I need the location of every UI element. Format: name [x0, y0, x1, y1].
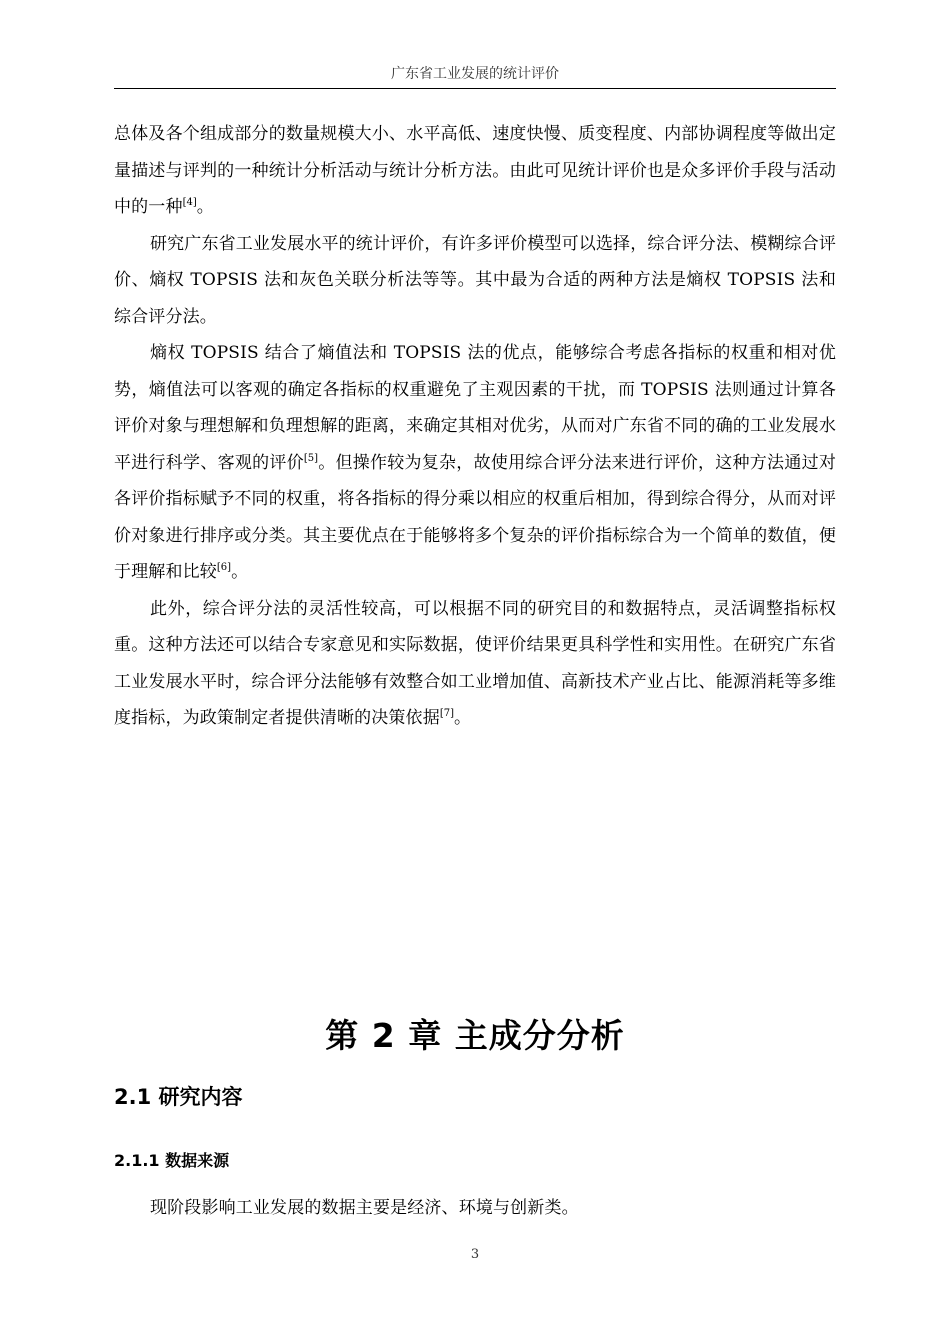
paragraph-end: 。	[231, 562, 249, 582]
citation-marker: [4]	[182, 197, 197, 208]
page-number: 3	[470, 1247, 480, 1262]
header-rule	[114, 88, 836, 89]
running-header: 广东省工业发展的统计评价	[391, 66, 559, 82]
paragraph-flexibility	[114, 591, 836, 737]
paragraph-methods	[114, 226, 836, 336]
subsection-title: 2.1.1 数据来源	[114, 1151, 230, 1170]
paragraph-text: 研究广东省工业发展水平的统计评价，有许多评价模型可以选择，综合评分法、模糊综合评价、熵权 TOPSIS 法和灰色关联分析法等等。其中最为合适的两种方法是熵权 TOPSIS 法和综合评分法。	[114, 233, 836, 327]
citation-marker: [6]	[216, 562, 232, 573]
paragraph-text: 。但操作较为复杂，故使用综合评分法来进行评价，这种方法通过对各评价指标赋予不同的权重，将各指标的得分乘以相应的权重后相加，得到综合得分，从而对评价对象进行排序或分类。其主要优点在于能够将多个复杂的评价指标综合为一个简单的数值，便于理解和比较	[114, 452, 836, 582]
paragraph-end: 。	[454, 708, 472, 728]
citation-marker: [5]	[303, 452, 319, 464]
paragraph-text: 熵权 TOPSIS 结合了熵值法和 TOPSIS 法的优点，能够综合考虑各指标的权重和相对优势，熵值法可以客观的确定各指标的权重避免了主观因素的干扰，而 TOPSIS 法则通过计算各评价对象与理想解和负理想解的距离，来确定其相对优劣，从而对广东省不同的确的工业发展水平进行科学、客观的评价	[114, 343, 836, 473]
paragraph-text: 此外，综合评分法的灵活性较高，可以根据不同的研究目的和数据特点，灵活调整指标权重。这种方法还可以结合专家意见和实际数据，使评价结果更具科学性和实用性。在研究广东省工业发展水平时，综合评分法能够有效整合如工业增加值、高新技术产业占比、能源消耗等多维度指标，为政策制定者提供清晰的决策依据	[114, 598, 836, 728]
paragraph-data-source: 现阶段影响工业发展的数据主要是经济、环境与创新类。	[150, 1198, 579, 1218]
paragraph-end: 。	[196, 197, 214, 217]
body-text	[114, 116, 836, 737]
paragraph-text: 总体及各个组成部分的数量规模大小、水平高低、速度快慢、质变程度、内部协调程度等做出定量描述与评判的一种统计分析活动与统计分析方法。由此可见统计评价也是众多评价手段与活动中的一种	[114, 124, 836, 217]
closing-text	[114, 1190, 836, 1227]
citation-marker: [7]	[439, 708, 455, 719]
paragraph-continued	[114, 116, 836, 226]
chapter-title: 第 2 章 主成分分析	[325, 1016, 625, 1055]
paragraph-topsis	[114, 335, 836, 591]
section-title: 2.1 研究内容	[114, 1085, 243, 1109]
